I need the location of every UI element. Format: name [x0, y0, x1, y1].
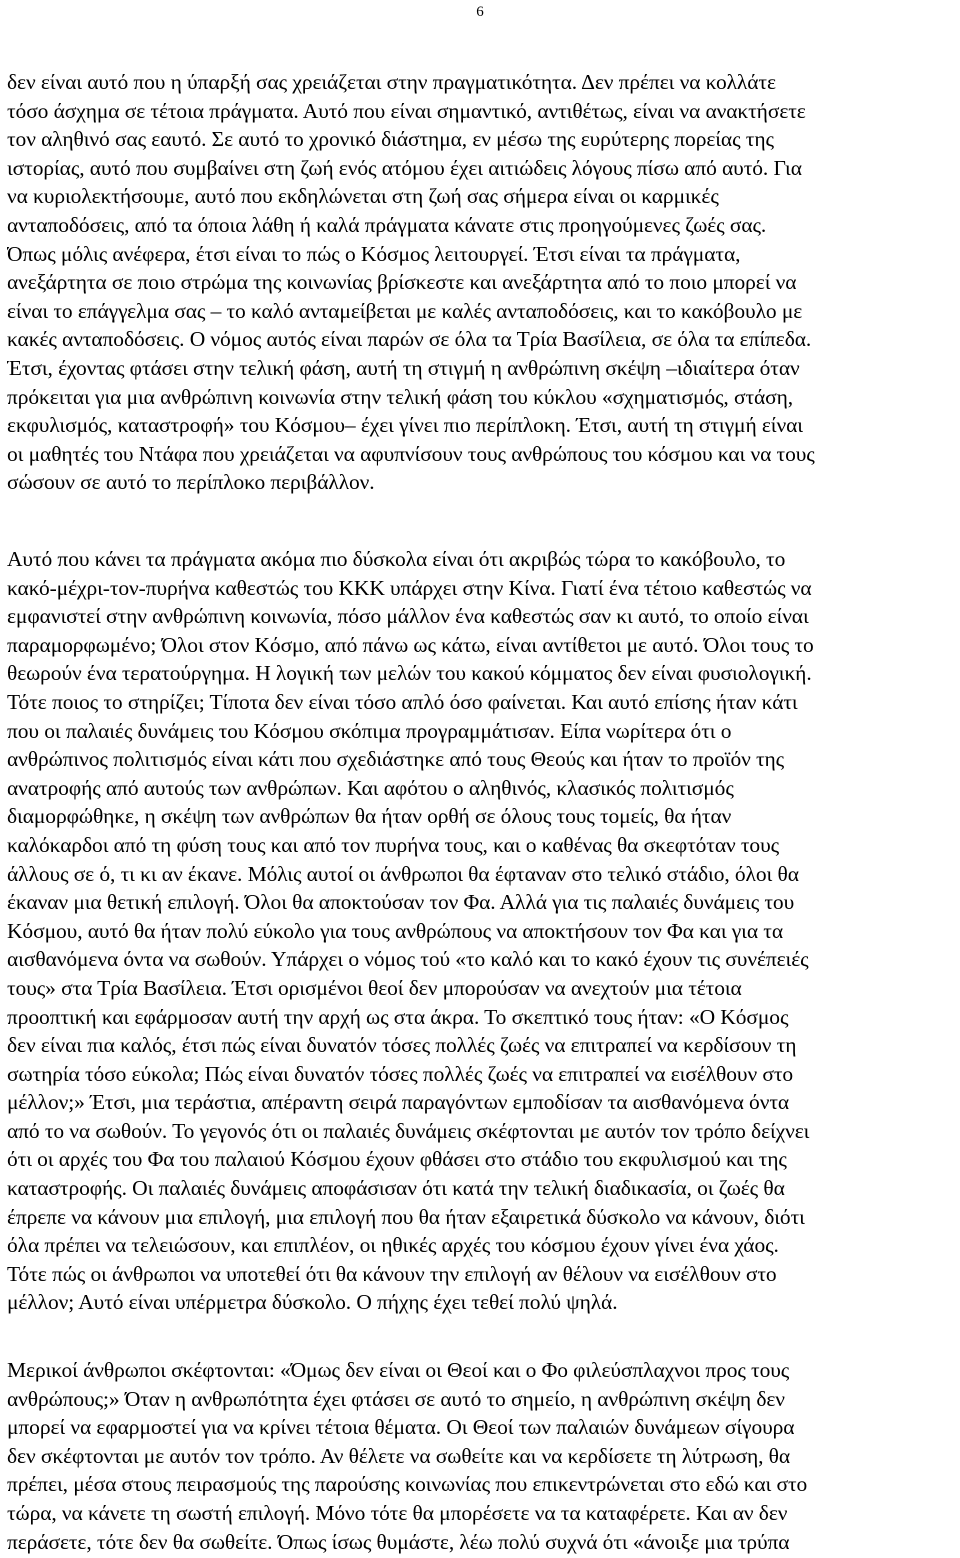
text-line: τόσο άσχημα σε τέτοια πράγματα. Αυτό που είναι σημαντικό, αντιθέτως, είναι να ανακτήσετε: [7, 98, 806, 123]
text-line: έκαναν μια θετική επιλογή. Όλοι θα αποκτούσαν τον Φα. Αλλά για τις παλαιές δυνάμεις του: [7, 890, 795, 915]
paragraph-1: [7, 68, 953, 497]
text-line: προοπτική και εφάρμοσαν αυτή την αρχή ως στα άκρα. Το σκεπτικό τους ήταν: «Ο Κόσμος: [7, 1004, 789, 1029]
text-line: από το να σωθούν. Το γεγονός ότι οι παλαιές δυνάμεις σκέφτονται με αυτόν τον τρόπο δείχνει: [7, 1118, 810, 1143]
text-line: τους» στα Τρία Βασίλεια. Έτσι ορισμένοι θεοί δεν μπορούσαν να ανεχτούν μια τέτοια: [7, 975, 742, 1000]
text-line: καλόκαρδοι από τη φύση τους και από τον πυρήνα τους, και ο καθένας θα σκεφτόταν τους: [7, 832, 780, 857]
text-line: αισθανόμενα όντα να σωθούν. Υπάρχει ο νόμος τού «το καλό και το κακό έχουν τις συνέπειές: [7, 947, 809, 972]
text-line: σωτηρία τόσο εύκολα; Πώς είναι δυνατόν τόσες πολλές ζωές να επιτραπεί να εισέλθουν στο: [7, 1061, 794, 1086]
text-line: Έτσι, έχοντας φτάσει στην τελική φάση, αυτή τη στιγμή η ανθρώπινη σκέψη –ιδιαίτερα όταν: [7, 355, 800, 380]
text-line: Τότε πώς οι άνθρωποι να υποτεθεί ότι θα κάνουν την επιλογή αν θέλουν να εισέλθουν στο: [7, 1261, 777, 1286]
text-line: Αυτό που κάνει τα πράγματα ακόμα πιο δύσκολα είναι ότι ακριβώς τώρα το κακόβουλο, το: [7, 547, 786, 571]
text-line: όλα πρέπει να τελειώσουν, και επιπλέον, οι ηθικές αρχές του κόσμου έχουν γίνει ένα χάος.: [7, 1233, 779, 1258]
text-line: τον αληθινό σας εαυτό. Σε αυτό το χρονικό διάστημα, εν μέσω της ευρύτερης πορείας της: [7, 127, 774, 152]
text-line: εμφανιστεί στην ανθρώπινη κοινωνία, πόσο μάλλον ένα καθεστώς σαν κι αυτό, το οποίο είναι: [7, 604, 809, 629]
text-line: κακές ανταποδόσεις. Ο νόμος αυτός είναι παρών σε όλα τα Τρία Βασίλεια, σε όλα τα επίπεδα.: [7, 327, 812, 352]
page-number: 6: [476, 4, 484, 20]
text-line: είναι το επάγγελμα σας – το καλό ανταμείβεται με καλές ανταποδόσεις, και το κακόβουλο με: [7, 298, 803, 323]
text-line: ανταποδόσεις, από τα όποια λάθη ή καλά πράγματα κάνατε στις προηγούμενες ζωές σας.: [7, 212, 767, 237]
paragraph-3: [7, 1356, 953, 1556]
text-line: περάσετε, τότε δεν θα σωθείτε. Όπως ίσως θυμάστε, λέω πολύ συχνά ότι «άνοιξε μια τρύπα: [7, 1529, 790, 1554]
text-line: εκφυλισμός, καταστροφή» του Κόσμου– έχει γίνει πιο περίπλοκη. Έτσι, αυτή τη στιγμή είναι: [7, 413, 803, 438]
text-line: πρέπει, μέσα στους πειρασμούς της παρούσης κοινωνίας που επικεντρώνεται στο εδώ και στο: [7, 1472, 808, 1497]
text-line: Όπως μόλις ανέφερα, έτσι είναι το πώς ο Κόσμος λειτουργεί. Έτσι είναι τα πράγματα,: [7, 241, 741, 266]
text-line: κακό-μέχρι-τον-πυρήνα καθεστώς του ΚΚΚ υπάρχει στην Κίνα. Γιατί ένα τέτοιο καθεστώς να: [7, 575, 812, 600]
text-line: δεν σκέφτονται με αυτόν τον τρόπο. Αν θέλετε να σωθείτε και να κερδίσετε τη λύτρωση, θα: [7, 1443, 791, 1468]
text-line: ανθρώπους;» Όταν η ανθρωπότητα έχει φτάσει σε αυτό το σημείο, η ανθρώπινη σκέψη δεν: [7, 1386, 785, 1411]
text-line: Τότε ποιος το στηρίζει; Τίποτα δεν είναι τόσο απλό όσο φαίνεται. Και αυτό επίσης ήταν κάτι: [7, 689, 798, 714]
text-line: οι μαθητές του Ντάφα που χρειάζεται να αφυπνίσουν τους ανθρώπους του κόσμου και να τους: [7, 441, 815, 466]
text-line: μέλλον; Αυτό είναι υπέρμετρα δύσκολο. Ο πήχης έχει τεθεί πολύ ψηλά.: [7, 1290, 618, 1315]
text-line: ότι οι αρχές του Φα του παλαιού Κόσμου έχουν φθάσει στο στάδιο του εκφυλισμού και της: [7, 1147, 787, 1172]
text-line: ανθρώπινος πολιτισμός είναι κάτι που σχεδιάστηκε από τους Θεούς και ήταν το προϊόν της: [7, 747, 785, 772]
text-line: πρόκειται για μια ανθρώπινη κοινωνία στην τελική φάση του κύκλου «σχηματισμός, στάση,: [7, 384, 794, 409]
text-line: μπορεί να εφαρμοστεί για να κρίνει τέτοια θέματα. Οι Θεοί των παλαιών δυνάμεων σίγουρα: [7, 1415, 795, 1440]
text-line: να κυριολεκτήσουμε, αυτό που εκδηλώνεται στη ζωή σας σήμερα είναι οι καρμικές: [7, 184, 719, 209]
paragraph-2: [7, 545, 953, 1317]
text-line: καταστροφής. Οι παλαιές δυνάμεις αποφάσισαν ότι κατά την τελική διαδικασία, οι ζωές θα: [7, 1176, 785, 1201]
text-line: ανεξάρτητα σε ποιο στρώμα της κοινωνίας βρίσκεστε και ανεξάρτητα από το ποιο μπορεί να: [7, 270, 797, 295]
text-line: παραμορφωμένο; Όλοι στον Κόσμο, από πάνω ως κάτω, είναι αντίθετοι με αυτό. Όλοι τους το: [7, 632, 814, 657]
text-line: ανατροφής από αυτούς των ανθρώπων. Και αφότου ο αληθινός, κλασικός πολιτισμός: [7, 775, 734, 800]
text-line: έπρεπε να κάνουν μια επιλογή, μια επιλογή που θα ήταν εξαιρετικά δύσκολο να κάνουν, διότι: [7, 1204, 805, 1229]
text-line: δεν είναι αυτό που η ύπαρξή σας χρειάζεται στην πραγματικότητα. Δεν πρέπει να κολλάτε: [7, 70, 776, 94]
text-line: σώσουν σε αυτό το περίπλοκο περιβάλλον.: [7, 470, 375, 495]
text-line: Κόσμου, αυτό θα ήταν πολύ εύκολο για τους ανθρώπους να αποκτήσουν τον Φα και για τα: [7, 918, 784, 943]
text-line: που οι παλαιές δυνάμεις του Κόσμου σκόπιμα προγραμμάτισαν. Είπα νωρίτερα ότι ο: [7, 718, 732, 743]
text-line: θεωρούν ένα τερατούργημα. Η λογική των μελών του κακού κόμματος δεν είναι φυσιολογική.: [7, 661, 812, 686]
text-line: μέλλον;» Έτσι, μια τεράστια, απέραντη σειρά παραγόντων εμποδίσαν τα αισθανόμενα όντα: [7, 1090, 790, 1115]
text-line: τώρα, να κάνετε τη σωστή επιλογή. Μόνο τότε θα μπορέσετε να τα καταφέρετε. Και αν δεν: [7, 1500, 788, 1525]
text-line: Μερικοί άνθρωποι σκέφτονται: «Όμως δεν είναι οι Θεοί και ο Φο φιλεύσπλαχνοι προς τους: [7, 1358, 790, 1382]
text-line: δεν είναι πια καλός, έτσι πώς είναι δυνατόν τόσες πολλές ζωές να επιτραπεί να κερδίσουν τη: [7, 1033, 797, 1058]
text-line: ιστορίας, αυτό που συμβαίνει στη ζωή ενός ατόμου έχει αιτιώδεις λόγους πίσω από αυτό. Για: [7, 155, 802, 180]
text-line: άλλους σε ό, τι κι αν έκανε. Μόλις αυτοί οι άνθρωποι θα έφταναν στο τελικό στάδιο, όλοι θα: [7, 861, 799, 886]
text-line: διαμορφώθηκε, η σκέψη των ανθρώπων θα ήταν ορθή σε όλους τους τομείς, θα ήταν: [7, 804, 732, 829]
